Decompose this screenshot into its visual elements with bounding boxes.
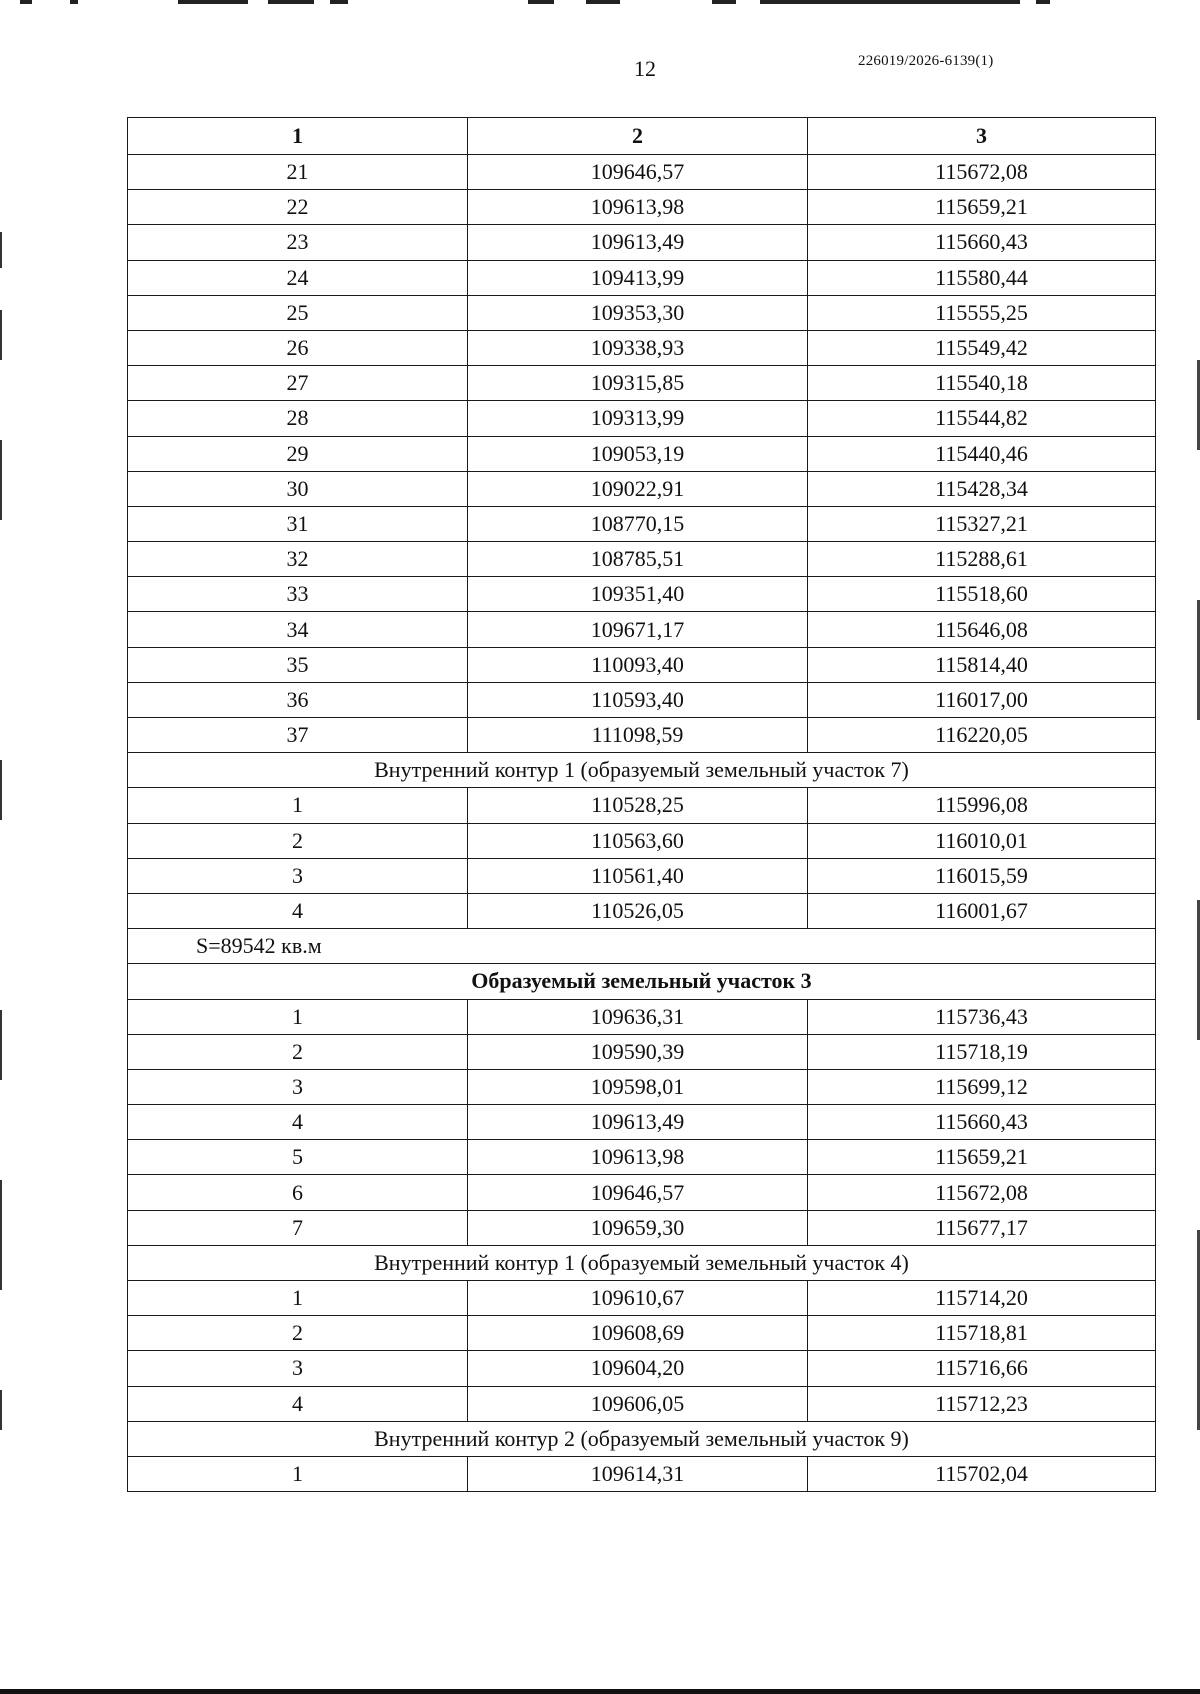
point-number-cell: 1 xyxy=(128,999,468,1034)
x-coordinate-cell: 110526,05 xyxy=(468,893,808,928)
table-row xyxy=(128,612,1156,647)
point-number-cell: 26 xyxy=(128,330,468,365)
y-coordinate-cell: 115544,82 xyxy=(808,401,1156,436)
point-number-cell: 27 xyxy=(128,366,468,401)
y-coordinate-cell: 115549,42 xyxy=(808,330,1156,365)
point-number-cell: 3 xyxy=(128,1351,468,1386)
section-heading: Образуемый земельный участок 3 xyxy=(128,964,1156,999)
table-row xyxy=(128,1140,1156,1175)
section-heading-row xyxy=(128,753,1156,788)
x-coordinate-cell: 109606,05 xyxy=(468,1386,808,1421)
x-coordinate-cell: 109590,39 xyxy=(468,1034,808,1069)
x-coordinate-cell: 109353,30 xyxy=(468,295,808,330)
y-coordinate-cell: 115440,46 xyxy=(808,436,1156,471)
table-row xyxy=(128,718,1156,753)
table-row xyxy=(128,401,1156,436)
y-coordinate-cell: 115677,17 xyxy=(808,1210,1156,1245)
y-coordinate-cell: 115659,21 xyxy=(808,1140,1156,1175)
y-coordinate-cell: 115714,20 xyxy=(808,1281,1156,1316)
y-coordinate-cell: 115659,21 xyxy=(808,190,1156,225)
y-coordinate-cell: 115736,43 xyxy=(808,999,1156,1034)
y-coordinate-cell: 115555,25 xyxy=(808,295,1156,330)
x-coordinate-cell: 109351,40 xyxy=(468,577,808,612)
table-row xyxy=(128,1175,1156,1210)
table-row xyxy=(128,260,1156,295)
y-coordinate-cell: 115540,18 xyxy=(808,366,1156,401)
x-coordinate-cell: 109053,19 xyxy=(468,436,808,471)
table-row xyxy=(128,999,1156,1034)
point-number-cell: 22 xyxy=(128,190,468,225)
point-number-cell: 21 xyxy=(128,155,468,190)
point-number-cell: 1 xyxy=(128,1456,468,1491)
table-row xyxy=(128,295,1156,330)
table-row xyxy=(128,436,1156,471)
column-header: 2 xyxy=(468,118,808,155)
point-number-cell: 1 xyxy=(128,1281,468,1316)
point-number-cell: 1 xyxy=(128,788,468,823)
table-row xyxy=(128,225,1156,260)
x-coordinate-cell: 109610,67 xyxy=(468,1281,808,1316)
point-number-cell: 37 xyxy=(128,718,468,753)
x-coordinate-cell: 109636,31 xyxy=(468,999,808,1034)
y-coordinate-cell: 115518,60 xyxy=(808,577,1156,612)
y-coordinate-cell: 115699,12 xyxy=(808,1069,1156,1104)
page-number: 12 xyxy=(634,56,656,81)
point-number-cell: 34 xyxy=(128,612,468,647)
x-coordinate-cell: 110593,40 xyxy=(468,682,808,717)
y-coordinate-cell: 115702,04 xyxy=(808,1456,1156,1491)
x-coordinate-cell: 108770,15 xyxy=(468,506,808,541)
point-number-cell: 3 xyxy=(128,858,468,893)
x-coordinate-cell: 109659,30 xyxy=(468,1210,808,1245)
x-coordinate-cell: 109413,99 xyxy=(468,260,808,295)
point-number-cell: 3 xyxy=(128,1069,468,1104)
table-row xyxy=(128,1386,1156,1421)
table-row xyxy=(128,1210,1156,1245)
point-number-cell: 36 xyxy=(128,682,468,717)
x-coordinate-cell: 109613,49 xyxy=(468,225,808,260)
table-row xyxy=(128,1351,1156,1386)
table-row xyxy=(128,330,1156,365)
y-coordinate-cell: 115327,21 xyxy=(808,506,1156,541)
document-id: 226019/2026-6139(1) xyxy=(858,53,994,69)
y-coordinate-cell: 115672,08 xyxy=(808,1175,1156,1210)
table-row xyxy=(128,823,1156,858)
section-heading: Внутренний контур 1 (образуемый земельный участок 7) xyxy=(128,753,1156,788)
table-row xyxy=(128,682,1156,717)
x-coordinate-cell: 109608,69 xyxy=(468,1316,808,1351)
x-coordinate-cell: 109604,20 xyxy=(468,1351,808,1386)
x-coordinate-cell: 109598,01 xyxy=(468,1069,808,1104)
coordinates-table xyxy=(127,117,1156,1492)
point-number-cell: 25 xyxy=(128,295,468,330)
point-number-cell: 2 xyxy=(128,823,468,858)
scan-top-edge-artifacts xyxy=(0,0,1200,6)
table-row xyxy=(128,542,1156,577)
y-coordinate-cell: 115646,08 xyxy=(808,612,1156,647)
y-coordinate-cell: 115428,34 xyxy=(808,471,1156,506)
point-number-cell: 4 xyxy=(128,1386,468,1421)
y-coordinate-cell: 115660,43 xyxy=(808,225,1156,260)
x-coordinate-cell: 109315,85 xyxy=(468,366,808,401)
section-heading: Внутренний контур 2 (образуемый земельный участок 9) xyxy=(128,1421,1156,1456)
table-body xyxy=(128,155,1156,1492)
x-coordinate-cell: 109613,98 xyxy=(468,1140,808,1175)
x-coordinate-cell: 109613,49 xyxy=(468,1105,808,1140)
table-row xyxy=(128,1316,1156,1351)
table-row xyxy=(128,893,1156,928)
point-number-cell: 32 xyxy=(128,542,468,577)
point-number-cell: 33 xyxy=(128,577,468,612)
point-number-cell: 7 xyxy=(128,1210,468,1245)
point-number-cell: 30 xyxy=(128,471,468,506)
point-number-cell: 29 xyxy=(128,436,468,471)
column-header: 1 xyxy=(128,118,468,155)
table-row xyxy=(128,1105,1156,1140)
point-number-cell: 24 xyxy=(128,260,468,295)
y-coordinate-cell: 116010,01 xyxy=(808,823,1156,858)
table-row xyxy=(128,1069,1156,1104)
section-heading: Внутренний контур 1 (образуемый земельный участок 4) xyxy=(128,1245,1156,1280)
point-number-cell: 5 xyxy=(128,1140,468,1175)
y-coordinate-cell: 115718,81 xyxy=(808,1316,1156,1351)
y-coordinate-cell: 115716,66 xyxy=(808,1351,1156,1386)
y-coordinate-cell: 115996,08 xyxy=(808,788,1156,823)
point-number-cell: 4 xyxy=(128,893,468,928)
y-coordinate-cell: 115288,61 xyxy=(808,542,1156,577)
x-coordinate-cell: 109338,93 xyxy=(468,330,808,365)
table-row xyxy=(128,858,1156,893)
point-number-cell: 31 xyxy=(128,506,468,541)
x-coordinate-cell: 109313,99 xyxy=(468,401,808,436)
y-coordinate-cell: 116015,59 xyxy=(808,858,1156,893)
y-coordinate-cell: 116017,00 xyxy=(808,682,1156,717)
x-coordinate-cell: 109614,31 xyxy=(468,1456,808,1491)
table-row xyxy=(128,1281,1156,1316)
area-value: S=89542 кв.м xyxy=(128,929,1156,964)
y-coordinate-cell: 115718,19 xyxy=(808,1034,1156,1069)
x-coordinate-cell: 110563,60 xyxy=(468,823,808,858)
y-coordinate-cell: 116220,05 xyxy=(808,718,1156,753)
y-coordinate-cell: 115660,43 xyxy=(808,1105,1156,1140)
x-coordinate-cell: 109646,57 xyxy=(468,1175,808,1210)
table-row xyxy=(128,1034,1156,1069)
column-header: 3 xyxy=(808,118,1156,155)
scan-bottom-edge xyxy=(0,1689,1200,1694)
table-row xyxy=(128,577,1156,612)
point-number-cell: 35 xyxy=(128,647,468,682)
table-row xyxy=(128,788,1156,823)
table-row xyxy=(128,190,1156,225)
x-coordinate-cell: 109671,17 xyxy=(468,612,808,647)
y-coordinate-cell: 115672,08 xyxy=(808,155,1156,190)
x-coordinate-cell: 109613,98 xyxy=(468,190,808,225)
table-row xyxy=(128,647,1156,682)
point-number-cell: 2 xyxy=(128,1316,468,1351)
y-coordinate-cell: 115580,44 xyxy=(808,260,1156,295)
y-coordinate-cell: 116001,67 xyxy=(808,893,1156,928)
point-number-cell: 23 xyxy=(128,225,468,260)
y-coordinate-cell: 115814,40 xyxy=(808,647,1156,682)
y-coordinate-cell: 115712,23 xyxy=(808,1386,1156,1421)
x-coordinate-cell: 108785,51 xyxy=(468,542,808,577)
x-coordinate-cell: 110528,25 xyxy=(468,788,808,823)
section-heading-row xyxy=(128,1245,1156,1280)
x-coordinate-cell: 109646,57 xyxy=(468,155,808,190)
table-row xyxy=(128,155,1156,190)
point-number-cell: 6 xyxy=(128,1175,468,1210)
table-row xyxy=(128,506,1156,541)
point-number-cell: 2 xyxy=(128,1034,468,1069)
x-coordinate-cell: 110561,40 xyxy=(468,858,808,893)
section-heading-row xyxy=(128,964,1156,999)
table-header-row xyxy=(128,118,1156,155)
table-row xyxy=(128,366,1156,401)
point-number-cell: 4 xyxy=(128,1105,468,1140)
point-number-cell: 28 xyxy=(128,401,468,436)
area-row xyxy=(128,929,1156,964)
x-coordinate-cell: 110093,40 xyxy=(468,647,808,682)
table-row xyxy=(128,471,1156,506)
x-coordinate-cell: 111098,59 xyxy=(468,718,808,753)
x-coordinate-cell: 109022,91 xyxy=(468,471,808,506)
section-heading-row xyxy=(128,1421,1156,1456)
table-row xyxy=(128,1456,1156,1491)
